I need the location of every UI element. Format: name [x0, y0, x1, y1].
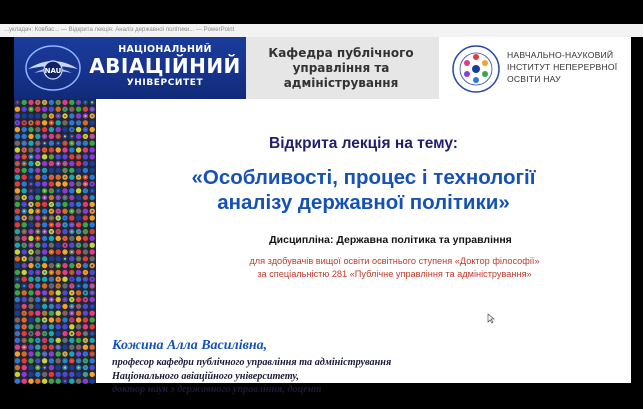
author-name: Кожина Алла Василівна, [112, 338, 268, 353]
institute-emblem-icon [451, 44, 501, 94]
purpose-line1: для здобувачів вищої освіти освітнього ступеня «Доктор філософії» [249, 256, 540, 266]
institute-line3: ОСВІТИ НАУ [507, 74, 561, 84]
emblem-text: NAU [44, 67, 62, 75]
presentation-slide [14, 37, 631, 395]
university-name-line1: НАЦІОНАЛЬНИЙ [118, 44, 212, 55]
decorative-mosaic [14, 99, 96, 383]
nau-emblem-icon [24, 43, 82, 93]
university-logo [14, 37, 246, 99]
author-line3: доктор наук з державного управління, доцент [112, 384, 322, 395]
lecture-heading: Відкрита лекція на тему: [269, 135, 458, 152]
author-info [112, 356, 612, 397]
institute-name [507, 49, 627, 85]
university-name [88, 44, 242, 88]
purpose-line2: за спеціальністю 281 «Публічне управління та адміністрування» [257, 269, 532, 279]
topic-line2: аналізу державної політики» [217, 191, 510, 214]
university-name-line3: УНІВЕРСИТЕТ [126, 78, 204, 88]
department-line2: управління та [292, 60, 390, 75]
purpose-text [96, 255, 631, 281]
institute-line1: НАВЧАЛЬНО-НАУКОВИЙ [507, 50, 614, 60]
window-title: ...укладач: Ковбас... — Відкрита лекція: Аналіз державної політики... — PowerPoint [4, 27, 235, 33]
slide-header [14, 37, 631, 99]
window-title-bar [0, 24, 643, 37]
department-line1: Кафедра публічного [268, 45, 414, 60]
discipline-text: Дисципліна: Державна політика та управління [269, 234, 512, 246]
author-line1: професор кафедри публічного управління та адміністрування [112, 357, 392, 368]
topic-line1: «Особливості, процес і технології [191, 166, 536, 189]
department-name [246, 37, 436, 99]
institute-block [439, 37, 631, 99]
slide-content [96, 99, 631, 395]
department-line3: адміністрування [283, 75, 399, 90]
university-name-line2: АВІАЦІЙНИЙ [89, 54, 241, 78]
institute-line2: ІНСТИТУТ НЕПЕРЕРВНОЇ [507, 62, 618, 72]
mouse-cursor-icon [488, 314, 495, 323]
author-line2: Національного авіаційного університету, [112, 370, 299, 382]
lecture-topic [96, 165, 631, 215]
